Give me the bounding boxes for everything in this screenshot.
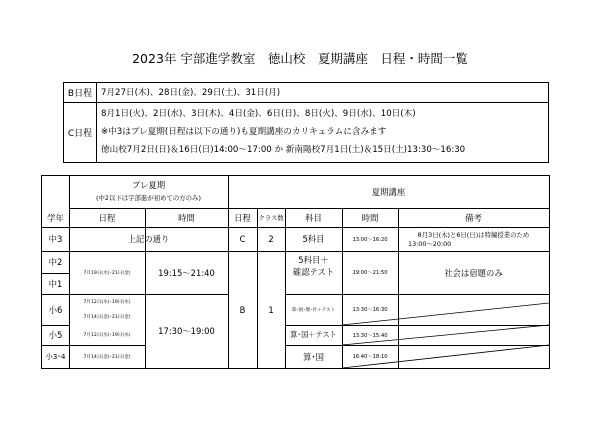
sho5-pre-dates: 7月12日(水)･19日(水) [83,333,131,338]
chu3-time: 13:00～16:20 [352,236,388,243]
chu3-note-line2: 13:00～20:00 [408,239,452,248]
sho6-subjects: 算･国･理･社＋テスト [291,307,336,313]
summer-course-title: 夏期講座 [371,187,406,197]
chu21-time: 19:00～21:50 [352,270,388,276]
header-course: 日程 [234,212,251,223]
chu21-subjects-line2: 確認テスト [292,266,335,277]
pre-summer-subtitle: (中2以下は宇部進が初めての方のみ) [96,193,201,202]
chu3-pre-summer: 上記の通り [127,234,170,244]
sho6-time: 13:30～16:30 [352,307,388,313]
grade-chu1: 中1 [48,278,63,289]
chu21-subjects-line1: 5科目＋ [298,254,329,265]
header-subjects: 科目 [305,212,322,223]
chu3-subjects: 5科目 [302,234,325,244]
c-schedule-dates: 8月1日(火)、2日(水)、3日(木)、4日(金)、6日(日)、8日(火)、9日(水)、10日(木) [101,109,416,119]
chu21-note: 社会は宿題のみ [444,267,503,278]
chu21-pre-time: 19:15～21:40 [158,267,215,278]
c-schedule-row [64,103,548,162]
elem-pre-time: 17:30～19:00 [158,326,215,336]
sho6-pre-dates-1: 7月12日(水)･19日(水) [83,300,131,305]
header-pre-time: 時間 [178,212,195,223]
sho34-subjects: 算･国 [303,351,324,362]
page-title: 2023年 宇部進学教室 徳山校 夏期講座 日程・時間一覧 [132,51,468,66]
chu3-note-line1: 8月3日(木)と6日(日)は特編授業のため [417,230,530,239]
course-b: B [239,304,246,315]
chu3-classes: 2 [268,234,274,244]
pre-summer-title: プレ夏期 [131,180,166,190]
chu3-course: C [239,234,246,244]
grade-sho6: 小6 [48,304,63,315]
b-schedule-dates: 7月27日(木)、28日(金)、29日(土)、31日(月) [101,88,281,98]
sho5-subjects: 算･国＋テスト [290,330,337,339]
chu21-pre-dates: 7月19日(水)･21日(金) [83,270,131,276]
header-grade: 学年 [47,212,64,223]
c-schedule-pre-dates: 徳山校7月2日(日)＆16日(日)14:00～17:00 か 新南陽校7月1日(土)＆15日(土)13:30～16:30 [101,145,466,155]
classes-b: 1 [268,304,274,315]
course-dates-table [63,82,549,163]
c-schedule-label: C日程 [64,103,97,162]
schedule-table [41,175,550,369]
sho34-pre-dates: 7月14日(金)･21日(金) [83,354,131,360]
b-schedule-label: B日程 [64,83,97,102]
sho6-pre-dates-2: 7月14日(金)･21日(金) [83,315,131,320]
c-schedule-note: ※中3はプレ夏期(日程は以下の通り)も夏期講座のカリキュラムに含みます [101,127,387,137]
grade-chu2: 中2 [48,257,63,267]
header-pre-dates: 日程 [98,212,116,223]
header-notes: 備考 [465,212,482,223]
sho5-time: 13:30～15:40 [352,332,388,339]
header-classes: クラス数 [258,214,284,222]
header-time: 時間 [361,212,379,223]
grade-chu3: 中3 [48,234,63,244]
sho34-time: 16:40～18:10 [352,354,388,360]
b-schedule-row [64,83,548,103]
grade-sho5: 小5 [48,330,63,340]
grade-sho34: 小3･4 [45,351,66,361]
